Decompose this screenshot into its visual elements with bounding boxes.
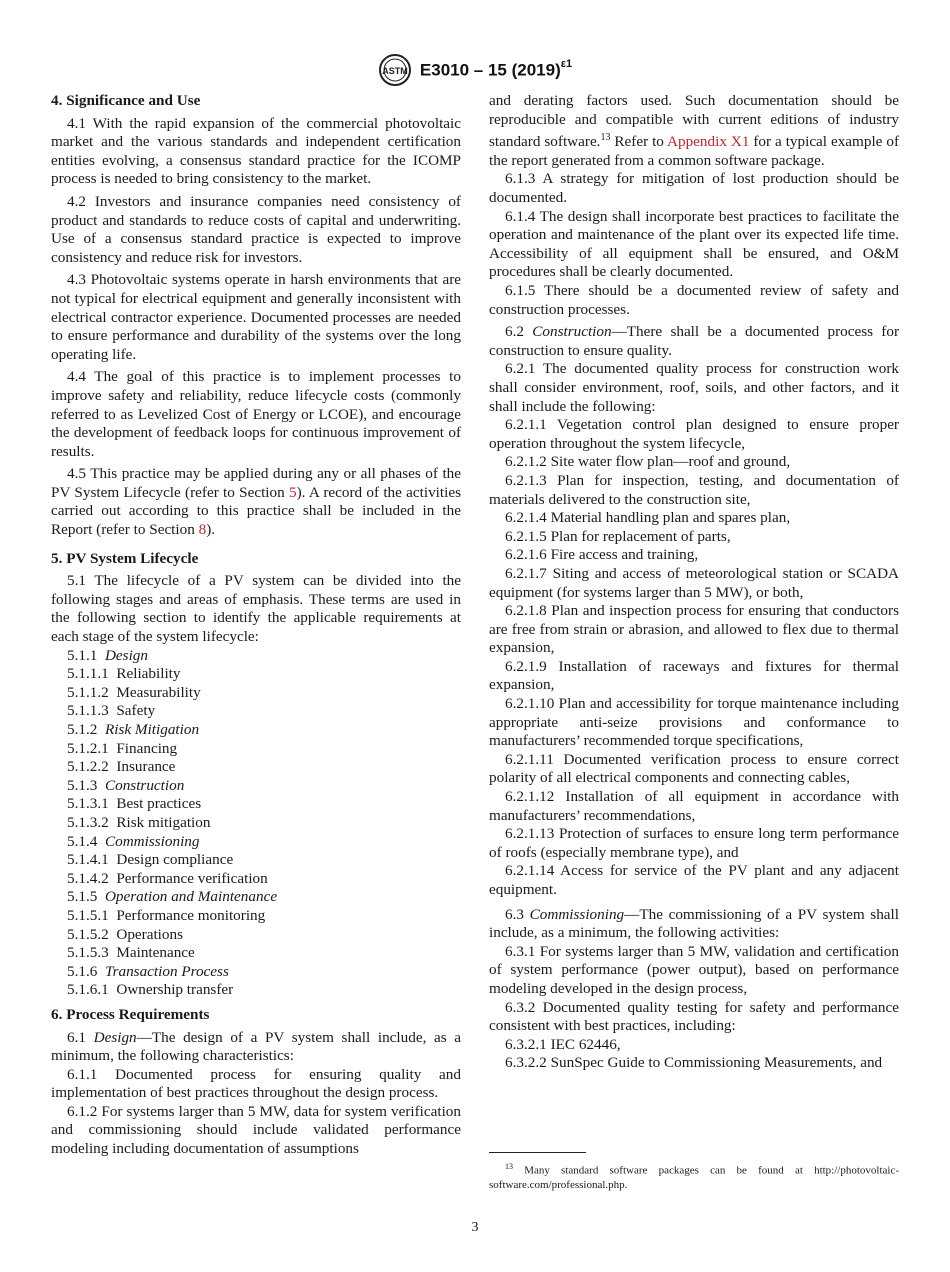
left-column [51, 92, 461, 1159]
paragraph-6-3: 6.3 Commissioning—The commissioning of a PV system shall include, as a minimum, the following activities: [489, 905, 899, 942]
paragraph-6-1-2-continued: and derating factors used. Such documentation should be reproducible and compatible with current editions of industry standard software.$^{13}$ Refer to Appendix X1 for a typical example of the report generated from a common software package. [489, 92, 899, 169]
lifecycle-item: 5.1.3 Construction [67, 776, 185, 794]
construction-item: 6.2.1.14 Access for service of the PV plant and any adjacent equipment. [489, 862, 899, 898]
lifecycle-item: 5.1.1.2 Measurability [67, 683, 201, 701]
page-number: 3 [471, 1220, 479, 1235]
lifecycle-item: 5.1.2.1 Financing [67, 739, 178, 757]
lifecycle-item: 5.1.1.3 Safety [67, 702, 156, 720]
paragraph-6-1-1: 6.1.1 Documented process for ensuring quality and implementation of best practices throughout the design process. [51, 1065, 461, 1102]
construction-item: 6.2.1.5 Plan for replacement of parts, [505, 527, 731, 545]
footnote-13-ref[interactable]: 13 [600, 132, 611, 144]
paragraph-5-1: 5.1 The lifecycle of a PV system can be divided into the following stages and areas of emphasis. These terms are used in the following section to identify the applicable requirements at each stage of the system lifecycle: [51, 572, 461, 646]
paragraph-6-1-5: 6.1.5 There should be a documented review of safety and construction processes. [489, 282, 899, 318]
lifecycle-item: 5.1.4 Commissioning [67, 832, 200, 850]
lifecycle-item: 5.1.1 Design [67, 646, 148, 664]
lifecycle-item: 5.1.5.2 Operations [67, 925, 183, 943]
astm-logo-icon [378, 53, 412, 87]
construction-item: 6.2.1.4 Material handling plan and spares plan, [505, 509, 791, 527]
paragraph-6-1: 6.1 Design—The design of a PV system shall include, as a minimum, the following characteristics: [51, 1028, 461, 1065]
construction-item: 6.2.1.11 Documented verification process to ensure correct polarity of all electrical components and connecting cables, [489, 750, 899, 787]
paragraph-6-3-2: 6.3.2 Documented quality testing for safety and performance consistent with best practices, including: [489, 998, 899, 1035]
right-column [489, 92, 899, 1073]
page-header [0, 50, 950, 90]
lifecycle-item: 5.1.2.2 Insurance [67, 758, 176, 776]
section-8-link[interactable]: 8 [198, 521, 207, 539]
footnote-13: $^{13}$ Many standard software packages can be found at http://photovoltaic-software.com/professional.php. [489, 1162, 900, 1191]
lifecycle-item: 5.1.4.2 Performance verification [67, 869, 268, 887]
section-6-heading: 6. Process Requirements [51, 1005, 210, 1023]
paragraph-6-3-1: 6.3.1 For systems larger than 5 MW, validation and certification of system performance (power output), based on performance modeling developed in the design process, [489, 942, 899, 997]
construction-item: 6.2.1.13 Protection of surfaces to ensure long term performance of roofs (especially membrane type), and [489, 825, 899, 861]
paragraph-6-2-1: 6.2.1 The documented quality process for construction work shall consider environment, roof, soils, and other factors, and it shall include the following: [489, 360, 899, 415]
lifecycle-item: 5.1.5 Operation and Maintenance [67, 888, 278, 906]
paragraph-4-3: 4.3 Photovoltaic systems operate in harsh environments that are not typical for electrical equipment and generally inconsistent with electrical contractor experience. Documented processes are needed to ensure performance and durability of the systems over the long operating life. [51, 271, 461, 363]
construction-item: 6.2.1.6 Fire access and training, [505, 546, 699, 564]
construction-item: 6.2.1.1 Vegetation control plan designed to ensure proper operation throughout the system lifecycle, [489, 416, 899, 452]
construction-item: 6.2.1.12 Installation of all equipment in accordance with manufacturers’ recommendations, [489, 788, 899, 824]
section-5-link[interactable]: 5 [289, 483, 297, 501]
lifecycle-item: 5.1.5.3 Maintenance [67, 944, 195, 962]
lifecycle-list [51, 647, 461, 1000]
document-designation: E3010 – 15 $(2019)^{\varepsilon 1}$ [419, 57, 573, 80]
lifecycle-item: 5.1.5.1 Performance monitoring [67, 906, 266, 924]
paragraph-6-1-3: 6.1.3 A strategy for mitigation of lost production should be documented. [489, 170, 899, 207]
construction-item: 6.2.1.7 Siting and access of meteorological station or SCADA equipment (for systems larger than 5 MW), or both, [489, 564, 899, 601]
appendix-x1-link[interactable]: Appendix X1 [667, 133, 750, 151]
lifecycle-item: 5.1.1.1 Reliability [67, 665, 181, 683]
section-5-heading: 5. PV System Lifecycle [51, 549, 199, 567]
paragraph-6-2: 6.2 Construction—There shall be a documented process for construction to ensure quality. [489, 323, 899, 359]
construction-item: 6.2.1.9 Installation of raceways and fixtures for thermal expansion, [489, 657, 899, 694]
section-4-heading: 4. Significance and Use [51, 92, 201, 109]
paragraph-4-5: 4.5 This practice may be applied during any or all phases of the PV System Lifecycle (refer to Section 5). A record of the activities carried out according to this practice shall be included in the Report (refer to Section 8). [51, 465, 461, 539]
construction-item: 6.2.1.10 Plan and accessibility for torque maintenance including appropriate anti-seize provisions and conformance to manufacturers’ recommended torque specifications, [489, 695, 899, 750]
paragraph-4-2: 4.2 Investors and insurance companies need consistency of product and standards to reduce costs of capital and underwriting. Use of a consensus standard practice is expected to improve consistency and reduce risk for investors. [51, 192, 461, 266]
lifecycle-item: 5.1.6.1 Ownership transfer [67, 981, 234, 999]
paragraph-6-3-2-2: 6.3.2.2 SunSpec Guide to Commissioning Measurements, and [505, 1054, 883, 1072]
logo-text: ASTM [382, 66, 408, 76]
paragraph-6-1-2: 6.1.2 For systems larger than 5 MW, data for system verification and commissioning should include validated performance modeling including documentation of assumptions [51, 1102, 461, 1158]
footnote-divider [489, 1152, 586, 1153]
paragraph-4-1: 4.1 With the rapid expansion of the commercial photovoltaic market and the various standards and independent certification entities evolving, a consensus standard practice for the ICOMP process is needed to bring consistency to the market. [51, 114, 461, 188]
lifecycle-item: 5.1.3.2 Risk mitigation [67, 813, 211, 831]
lifecycle-item: 5.1.3.1 Best practices [67, 795, 202, 813]
construction-item: 6.2.1.8 Plan and inspection process for ensuring that conductors are free from strain or abrasion, and allowed to flex due to thermal expansion, [489, 602, 899, 657]
construction-item: 6.2.1.2 Site water flow plan—roof and ground, [505, 453, 791, 471]
lifecycle-item: 5.1.6 Transaction Process [67, 962, 229, 980]
paragraph-6-3-2-1: 6.3.2.1 IEC 62446, [505, 1035, 621, 1053]
construction-list [489, 416, 899, 899]
paragraph-6-1-4: 6.1.4 The design shall incorporate best practices to facilitate the operation and maintenance of the plant over its expected life time. Accessibility of all equipment shall be ensured, and O&M procedures shall be clearly documented. [489, 207, 899, 281]
lifecycle-item: 5.1.4.1 Design compliance [67, 851, 234, 869]
construction-item: 6.2.1.3 Plan for inspection, testing, and documentation of materials delivered to the construction site, [489, 471, 899, 508]
lifecycle-item: 5.1.2 Risk Mitigation [67, 721, 200, 738]
epsilon-superscript: ε1 [560, 57, 573, 70]
paragraph-4-4: 4.4 The goal of this practice is to implement processes to improve safety and reliability, reduce lifecycle costs (commonly referred to as Levelized Cost of Energy or LCOE), and encourage the development of feedback loops for continuous improvement of results. [51, 368, 461, 460]
